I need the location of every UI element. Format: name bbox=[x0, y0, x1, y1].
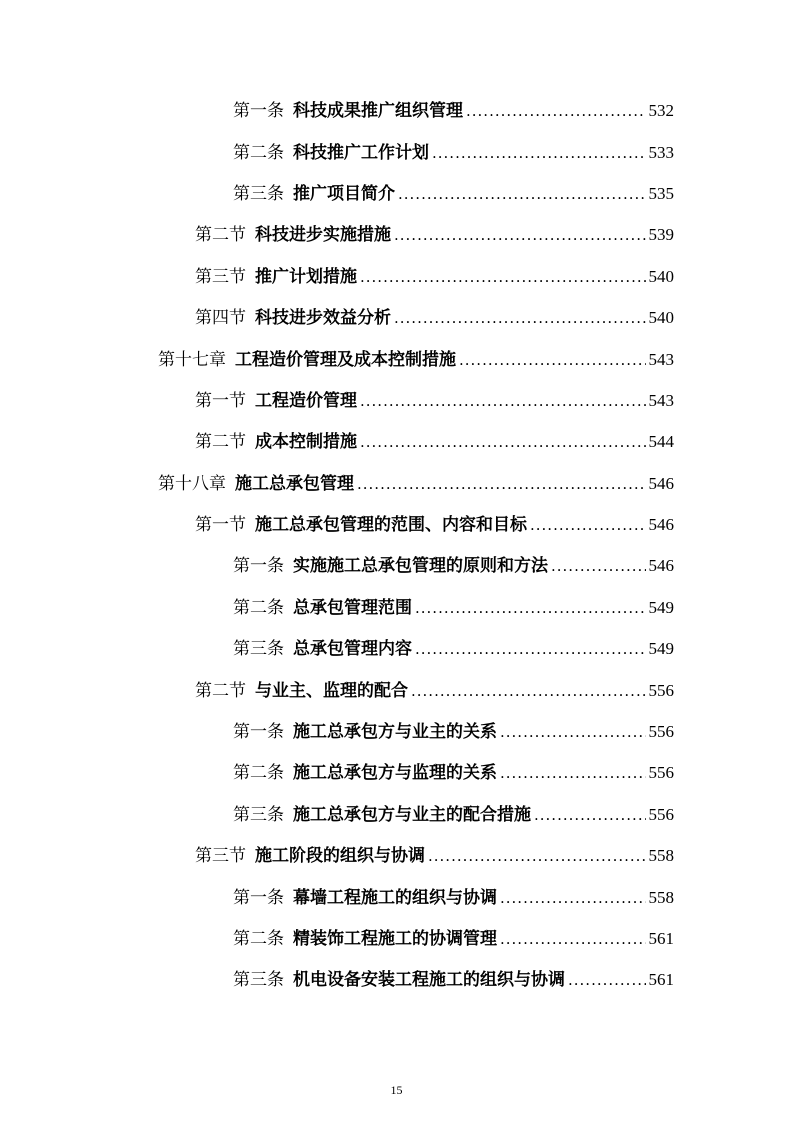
toc-entry-title: 工程造价管理及成本控制措施 bbox=[235, 349, 456, 370]
toc-entry-title: 与业主、监理的配合 bbox=[255, 680, 408, 701]
toc-entry-title: 机电设备安装工程施工的组织与协调 bbox=[293, 970, 565, 991]
toc-entry-title: 科技成果推广组织管理 bbox=[293, 101, 463, 122]
toc-entry-number: 第三条 bbox=[233, 639, 284, 660]
toc-entry-number: 第十八章 bbox=[158, 473, 226, 494]
dot-leader bbox=[428, 849, 646, 864]
toc-entry-number: 第二条 bbox=[233, 142, 284, 163]
toc-entry-page: 540 bbox=[648, 308, 674, 328]
dot-leader bbox=[459, 353, 646, 368]
dot-leader bbox=[415, 642, 646, 657]
dot-leader bbox=[530, 518, 646, 533]
toc-entry-page: 556 bbox=[648, 722, 674, 742]
toc-entry-page: 543 bbox=[648, 349, 674, 369]
toc-entry-title: 科技进步实施措施 bbox=[255, 225, 391, 246]
toc-entry[interactable] bbox=[0, 129, 793, 170]
toc-entry-page: 549 bbox=[648, 597, 674, 617]
toc-entry-title: 施工总承包方与监理的关系 bbox=[293, 763, 497, 784]
toc-entry[interactable] bbox=[0, 874, 793, 915]
toc-entry[interactable] bbox=[0, 461, 793, 502]
toc-entry-title: 施工总承包管理 bbox=[235, 473, 354, 494]
toc-entry-page: 546 bbox=[648, 515, 674, 535]
toc-entry-title: 总承包管理内容 bbox=[293, 639, 412, 660]
toc-entry-page: 561 bbox=[648, 929, 674, 948]
dot-leader bbox=[551, 559, 646, 574]
toc-entry[interactable] bbox=[0, 336, 793, 377]
toc-entry[interactable] bbox=[0, 212, 793, 253]
dot-leader bbox=[357, 477, 646, 492]
toc-entry-page: 556 bbox=[648, 763, 674, 783]
toc-entry-number: 第一条 bbox=[233, 722, 284, 743]
toc-entry[interactable] bbox=[0, 667, 793, 708]
toc-entry-title: 科技推广工作计划 bbox=[293, 142, 429, 163]
toc-entry-page: 549 bbox=[648, 639, 674, 659]
toc-entry-number: 第三条 bbox=[233, 804, 284, 825]
toc-entry-page: 546 bbox=[648, 556, 674, 576]
toc-entry-page: 543 bbox=[648, 390, 674, 410]
toc-entry[interactable] bbox=[0, 792, 793, 833]
toc-entry[interactable] bbox=[0, 378, 793, 419]
toc-entry-number: 第四节 bbox=[195, 308, 246, 329]
dot-leader bbox=[411, 684, 646, 699]
toc-entry[interactable] bbox=[0, 626, 793, 667]
toc-entry-number: 第三条 bbox=[233, 970, 284, 991]
dot-leader bbox=[500, 725, 646, 740]
toc-entry-page: 533 bbox=[648, 142, 674, 162]
dot-leader bbox=[360, 435, 646, 450]
toc-entry-page: 558 bbox=[648, 846, 674, 866]
dot-leader bbox=[500, 891, 646, 906]
toc-entry-page: 539 bbox=[648, 225, 674, 245]
toc-entry-title: 成本控制措施 bbox=[255, 432, 357, 453]
toc-entry-number: 第十七章 bbox=[158, 349, 226, 370]
dot-leader bbox=[360, 270, 646, 285]
toc-entry[interactable] bbox=[0, 254, 793, 295]
toc-entry-number: 第三条 bbox=[233, 183, 284, 204]
toc-entry[interactable] bbox=[0, 833, 793, 874]
toc-entry-number: 第一节 bbox=[195, 390, 246, 411]
toc-entry-number: 第三节 bbox=[195, 846, 246, 867]
toc-entry-number: 第一条 bbox=[233, 101, 284, 122]
toc-entry-number: 第一节 bbox=[195, 515, 246, 536]
toc-entry-page: 540 bbox=[648, 266, 674, 286]
toc-entry-title: 施工总承包管理的范围、内容和目标 bbox=[255, 515, 527, 536]
dot-leader bbox=[500, 766, 646, 781]
toc-entry-number: 第二节 bbox=[195, 680, 246, 701]
dot-leader bbox=[394, 311, 646, 326]
toc-entry[interactable] bbox=[0, 957, 793, 998]
toc-entry-title: 推广计划措施 bbox=[255, 266, 357, 287]
toc-entry[interactable] bbox=[0, 295, 793, 336]
dot-leader bbox=[534, 808, 646, 823]
toc-entry-page: 546 bbox=[648, 473, 674, 493]
toc-entry-title: 精装饰工程施工的协调管理 bbox=[293, 929, 497, 949]
toc-entry-title: 幕墙工程施工的组织与协调 bbox=[293, 887, 497, 908]
page-number: 15 bbox=[390, 1083, 403, 1097]
toc-entry-title: 工程造价管理 bbox=[255, 390, 357, 411]
toc-entry-page: 535 bbox=[648, 183, 674, 203]
dot-leader bbox=[415, 601, 646, 616]
toc-entry-page: 558 bbox=[648, 887, 674, 907]
toc-entry-number: 第二条 bbox=[233, 929, 284, 949]
toc-entry[interactable] bbox=[0, 750, 793, 791]
toc-entry[interactable] bbox=[0, 916, 793, 957]
toc-entry[interactable] bbox=[0, 585, 793, 626]
dot-leader bbox=[432, 146, 646, 161]
dot-leader bbox=[568, 973, 646, 988]
toc-entry[interactable] bbox=[0, 171, 793, 212]
dot-leader bbox=[360, 394, 646, 409]
toc-entry-number: 第二节 bbox=[195, 225, 246, 246]
toc-entry-page: 556 bbox=[648, 680, 674, 700]
dot-leader bbox=[466, 104, 646, 119]
toc-entry-number: 第一条 bbox=[233, 556, 284, 577]
toc-entry-page: 556 bbox=[648, 804, 674, 824]
toc-entry-page: 532 bbox=[648, 101, 674, 121]
toc-entry-number: 第二条 bbox=[233, 763, 284, 784]
toc-entry-title: 施工总承包方与业主的关系 bbox=[293, 722, 497, 743]
toc-entry-page: 544 bbox=[648, 432, 674, 452]
toc-entry[interactable] bbox=[0, 88, 793, 129]
toc-entry[interactable] bbox=[0, 419, 793, 460]
toc-entry[interactable] bbox=[0, 502, 793, 543]
toc-entry-title: 施工总承包方与业主的配合措施 bbox=[293, 804, 531, 825]
toc-entry-number: 第三节 bbox=[195, 266, 246, 287]
toc-entry[interactable] bbox=[0, 543, 793, 584]
toc-entry-page: 561 bbox=[648, 970, 674, 990]
toc-entry-title: 总承包管理范围 bbox=[293, 597, 412, 618]
toc-entry-title: 实施施工总承包管理的原则和方法 bbox=[293, 556, 548, 577]
toc-entry[interactable] bbox=[0, 709, 793, 750]
toc-entry-number: 第一条 bbox=[233, 887, 284, 908]
dot-leader bbox=[398, 187, 646, 202]
toc-entry-title: 科技进步效益分析 bbox=[255, 308, 391, 329]
dot-leader bbox=[394, 228, 646, 243]
dot-leader bbox=[500, 932, 646, 947]
toc-entry-title: 推广项目简介 bbox=[293, 183, 395, 204]
toc-entry-title: 施工阶段的组织与协调 bbox=[255, 846, 425, 867]
table-of-contents bbox=[0, 88, 793, 999]
toc-entry-number: 第二节 bbox=[195, 432, 246, 453]
toc-entry-number: 第二条 bbox=[233, 597, 284, 618]
